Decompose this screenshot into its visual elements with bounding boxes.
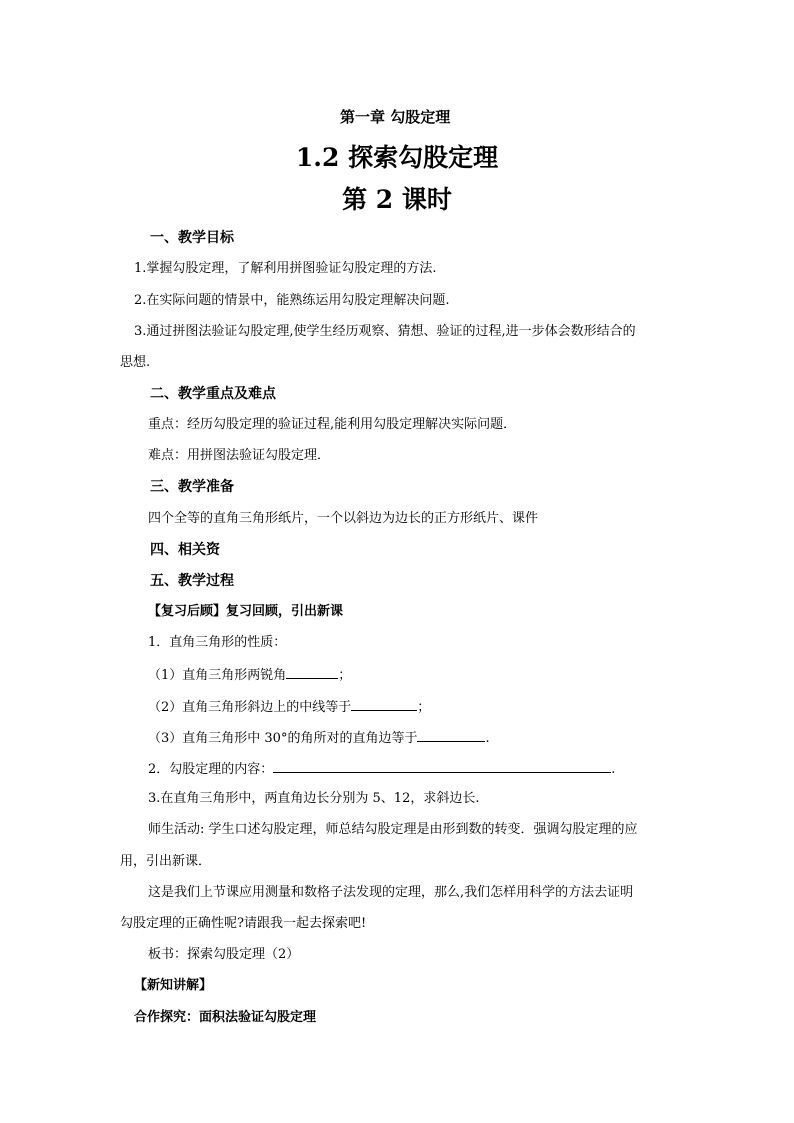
question-1-3-text: （3）直角三角形中 30°的角所对的直角边等于	[148, 731, 418, 746]
answer-blank	[417, 728, 485, 742]
section-heading-objectives: 一、教学目标	[150, 230, 234, 246]
activity-text: 师生活动: 学生口述勾股定理，师总结勾股定理是由形到数的转变．强调勾股定理的应	[148, 822, 638, 837]
question-1-3-end: .	[485, 731, 490, 746]
lesson-title: 1.2 探索勾股定理	[295, 143, 499, 172]
question-1-1-text: （1）直角三角形两锐角	[148, 668, 287, 683]
difficulty: 难点：用拼图法验证勾股定理．	[148, 448, 331, 463]
question-1: 1．直角三角形的性质：	[148, 635, 287, 650]
question-2-end: .	[611, 762, 616, 777]
answer-blank	[351, 697, 417, 711]
section-heading-preparation: 三、教学准备	[150, 479, 234, 495]
objective-3: 3.通过拼图法验证勾股定理,使学生经历观察、猜想、验证的过程,进一步体会数形结合的	[134, 324, 636, 339]
question-3: 3.在直角三角形中，两直角边长分别为 5、12，求斜边长.	[148, 791, 480, 806]
answer-blank	[273, 759, 611, 773]
question-1-2	[148, 697, 430, 717]
preparation-text: 四个全等的直角三角形纸片，一个以斜边为边长的正方形纸片、课件	[148, 511, 539, 526]
new-knowledge-heading: 【新知讲解】	[134, 978, 213, 993]
intro-paragraph-continued: 勾股定理的正确性呢?请跟我一起去探索吧!	[120, 916, 367, 931]
section-heading-resources: 四、相关资	[150, 542, 220, 558]
section-heading-process: 五、教学过程	[150, 573, 234, 589]
review-heading: 【复习后顾】复习回顾，引出新课	[148, 604, 344, 619]
answer-blank	[286, 665, 338, 679]
intro-paragraph: 这是我们上节课应用测量和数格子法发现的定理，那么,我们怎样用科学的方法去证明	[148, 885, 634, 900]
question-1-2-end: ；	[417, 700, 431, 715]
question-1-2-text: （2）直角三角形斜边上的中线等于	[148, 700, 352, 715]
key-point: 重点：经历勾股定理的验证过程,能利用勾股定理解决实际问题．	[148, 417, 517, 432]
objective-1: 1.掌握勾股定理，了解利用拼图验证勾股定理的方法.	[134, 261, 437, 276]
question-1-1-end: ；	[338, 668, 352, 683]
question-2	[148, 759, 615, 779]
cooperative-inquiry: 合作探究：面积法验证勾股定理	[134, 1010, 317, 1025]
activity-text-continued: 用，引出新课．	[120, 854, 212, 869]
question-1-3	[148, 728, 490, 748]
objective-3-continued: 思想.	[120, 355, 151, 370]
section-heading-key-points: 二、教学重点及难点	[150, 386, 276, 402]
question-1-1	[148, 665, 351, 685]
question-2-text: 2．勾股定理的内容：	[148, 762, 274, 777]
chapter-title: 第一章 勾股定理	[340, 108, 451, 126]
board-note: 板书：探索勾股定理（2）	[148, 947, 300, 962]
objective-2: 2.在实际问题的情景中，能熟练运用勾股定理解决问题.	[134, 293, 450, 308]
lesson-subtitle: 第 2 课时	[342, 185, 452, 214]
